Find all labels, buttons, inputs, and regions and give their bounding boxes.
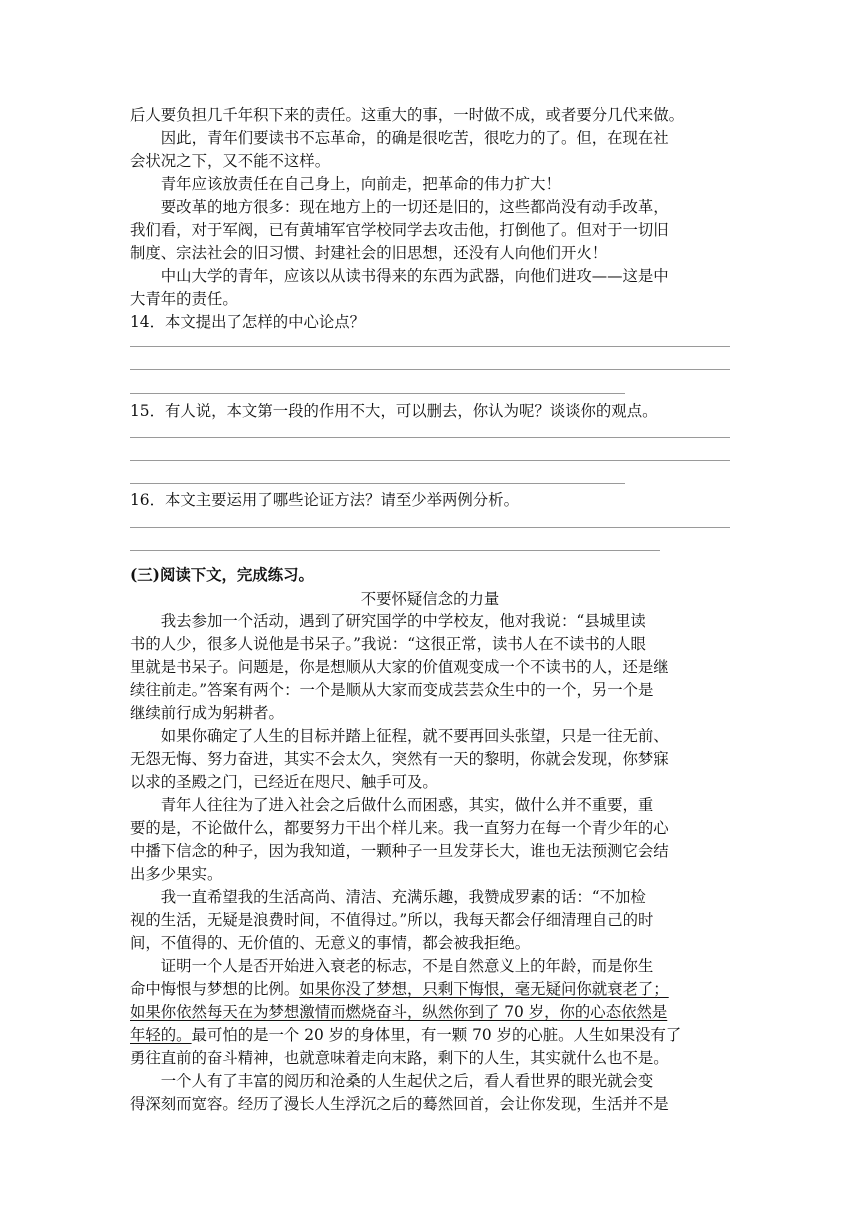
article-line: 我去参加一个活动，遇到了研究国学的中学校友，他对我说：“县城里读 xyxy=(130,612,646,630)
article-line: 书的人少，很多人说他是书呆子。”我说：“这很正常，读书人在不读书的人眼 xyxy=(130,635,646,653)
article-line: 如果你确定了人生的目标并踏上征程，就不要再回头张望，只是一往无前、 xyxy=(130,727,669,745)
passage-line: 制度、宗法社会的旧习惯、封建社会的旧思想，还没有人向他们开火！ xyxy=(130,244,608,262)
article-line: 无怨无悔、努力奋进，其实不会太久，突然有一天的黎明，你就会发现，你梦寐 xyxy=(130,750,669,768)
answer-line[interactable] xyxy=(130,483,625,484)
passage-line: 青年应该放责任在自己身上，向前走，把革命的伟力扩大！ xyxy=(130,175,561,193)
answer-line[interactable] xyxy=(130,437,730,438)
answer-line[interactable] xyxy=(130,527,730,528)
passage-line: 大青年的责任。 xyxy=(130,290,238,308)
article-line: 得深刻而宽容。经历了漫长人生浮沉之后的蓦然回首，会让你发现，生活并不是 xyxy=(130,1095,669,1113)
section-heading: (三)阅读下文，完成练习。 xyxy=(130,566,314,584)
article-line: 续往前走。”答案有两个：一个是顺从大家而变成芸芸众生中的一个，另一个是 xyxy=(130,681,654,699)
article-line: 视的生活，无疑是浪费时间，不值得过。”所以，我每天都会仔细清理自己的时 xyxy=(130,911,654,929)
passage-line: 中山大学的青年，应该以从读书得来的东西为武器，向他们进攻——这是中 xyxy=(130,267,669,285)
article-line: 证明一个人是否开始进入衰老的标志，不是自然意义上的年龄，而是你生 xyxy=(130,957,654,975)
answer-line[interactable] xyxy=(130,346,730,347)
passage-line: 要改革的地方很多：现在地方上的一切还是旧的，这些都尚没有动手改革， xyxy=(130,198,669,216)
article-title: 不要怀疑信念的力量 xyxy=(360,590,500,608)
answer-line[interactable] xyxy=(130,369,730,370)
article-line xyxy=(130,1024,730,1046)
article-line: 以求的圣殿之门，已经近在咫尺、触手可及。 xyxy=(130,773,438,791)
article-line: 我一直希望我的生活高尚、清洁、充满乐趣，我赞成罗素的话：“不加检 xyxy=(130,888,646,906)
answer-line[interactable] xyxy=(130,550,660,551)
article-text: 命中悔恨与梦想的比例。 xyxy=(130,980,300,998)
passage-line: 后人要负担几千年积下来的责任。这重大的事，一时做不成，或者要分几代来做。 xyxy=(130,106,685,124)
article-text: 最可怕的是一个 20 岁的身体里，有一颗 70 岁的心脏。人生如果没有了 xyxy=(191,1026,682,1044)
article-line: 出多少果实。 xyxy=(130,865,223,883)
article-line: 继续前行成为躬耕者。 xyxy=(130,704,284,722)
passage-line: 因此，青年们要读书不忘革命，的确是很吃苦，很吃力的了。但，在现在社 xyxy=(130,129,669,147)
article-line xyxy=(130,978,730,1000)
underlined-sentence: 如果你没了梦想，只剩下悔恨，毫无疑问你就衰老了； xyxy=(299,980,669,998)
article-line: 要的是，不论做什么，都要努力干出个样儿来。我一直努力在每一个青少年的心 xyxy=(130,819,669,837)
passage-line: 会状况之下，又不能不这样。 xyxy=(130,152,331,170)
question-15: 15．有人说，本文第一段的作用不大，可以删去，你认为呢？谈谈你的观点。 xyxy=(130,402,658,420)
answer-line[interactable] xyxy=(130,460,730,461)
passage-line: 我们看，对于军阀，已有黄埔军官学校同学去攻击他，打倒他了。但对于一切旧 xyxy=(130,221,669,239)
article-line: 中播下信念的种子，因为我知道，一颗种子一旦发芽长大，谁也无法预测它会结 xyxy=(130,842,669,860)
article-line: 勇往直前的奋斗精神，也就意味着走向末路，剩下的人生，其实就什么也不是。 xyxy=(130,1049,669,1067)
underlined-sentence: 如果你依然每天在为梦想激情而燃烧奋斗，纵然你到了 70 岁，你的心态依然是 xyxy=(130,1003,668,1021)
article-line: 一个人有了丰富的阅历和沧桑的人生起伏之后，看人看世界的眼光就会变 xyxy=(130,1072,654,1090)
question-16: 16．本文主要运用了哪些论证方法？请至少举两例分析。 xyxy=(130,491,519,509)
answer-line[interactable] xyxy=(130,393,625,394)
article-line: 间，不值得的、无价值的、无意义的事情，都会被我拒绝。 xyxy=(130,934,531,952)
question-14: 14．本文提出了怎样的中心论点？ xyxy=(130,313,366,331)
article-line: 青年人往往为了进入社会之后做什么而困惑，其实，做什么并不重要，重 xyxy=(130,796,654,814)
article-line: 里就是书呆子。问题是，你是想顺从大家的价值观变成一个不读书的人，还是继 xyxy=(130,658,669,676)
underlined-sentence: 年轻的。 xyxy=(130,1026,192,1044)
